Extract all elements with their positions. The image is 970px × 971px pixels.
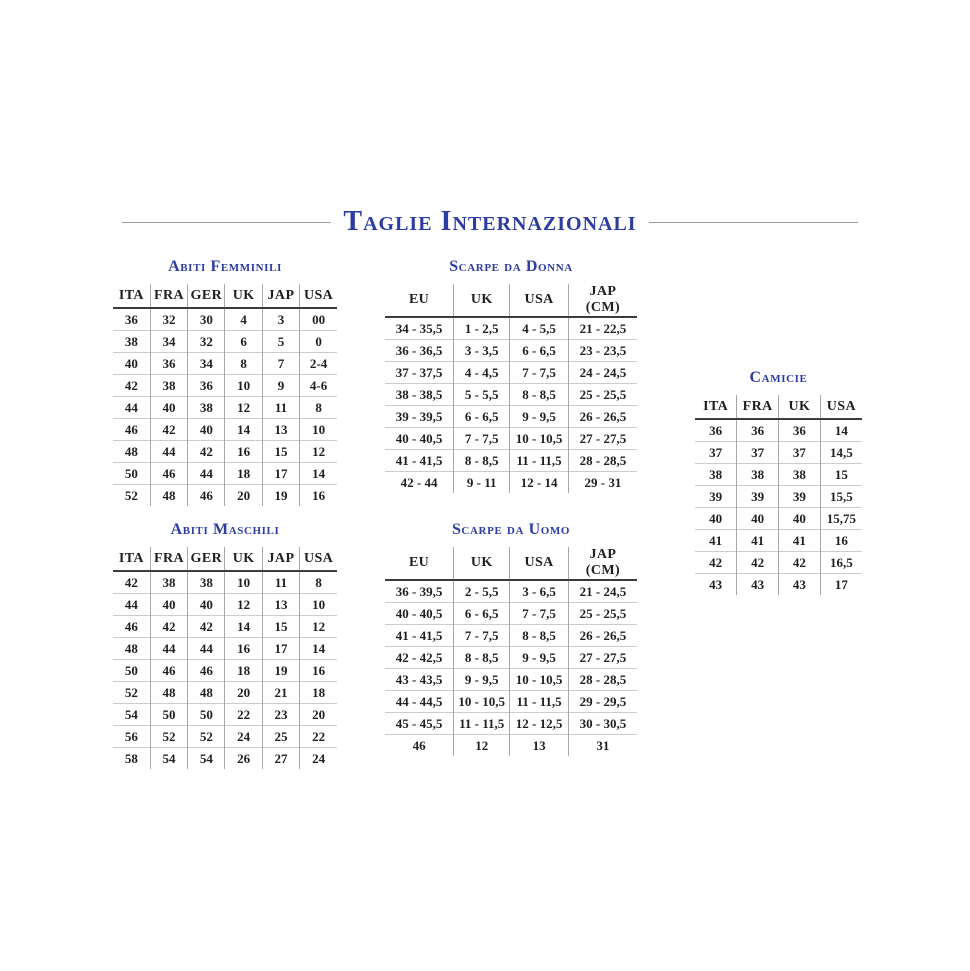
size-cell: 34 - 35,5 — [395, 320, 443, 336]
table-row — [385, 472, 637, 494]
size-cell: 27 - 27,5 — [568, 428, 637, 450]
size-cell: 10 — [300, 419, 337, 441]
size-cell: 37 — [695, 442, 737, 464]
size-cell: 15 — [262, 616, 299, 638]
table-row — [385, 340, 637, 362]
size-cell: 43 — [779, 574, 821, 596]
size-cell: 16 — [300, 485, 337, 507]
column-header: USA — [510, 284, 569, 317]
size-cell: 4 - 4,5 — [454, 362, 510, 384]
size-cell: 24 — [225, 726, 262, 748]
mens-shoes-size-table — [385, 547, 637, 756]
size-cell: 37 — [737, 442, 779, 464]
page-title: Taglie Internazionali — [343, 206, 637, 237]
size-cell: 14 — [225, 419, 262, 441]
size-cell: 30 - 30,5 — [568, 713, 637, 735]
size-cell: 9 - 9,5 — [510, 647, 569, 669]
column-header: GER — [188, 284, 225, 308]
size-cell: 36 - 39,5 — [395, 583, 443, 599]
size-cell: 4 — [225, 308, 262, 331]
size-cell: 32 — [188, 331, 225, 353]
section-heading-shirts: Camicie — [749, 369, 808, 386]
size-cell: 36 — [709, 422, 723, 438]
column-header: EU — [385, 547, 454, 580]
size-cell: 8 - 8,5 — [510, 384, 569, 406]
size-cell: 40 — [113, 353, 150, 375]
size-cell: 36 — [150, 353, 187, 375]
size-cell: 9 — [262, 375, 299, 397]
table-row — [385, 384, 637, 406]
table-row — [113, 638, 337, 660]
size-cell: 40 — [150, 397, 187, 419]
size-cell: 8 - 8,5 — [510, 625, 569, 647]
size-cell: 14 — [300, 638, 337, 660]
size-cell: 58 — [113, 748, 150, 770]
size-cell: 41 — [695, 530, 737, 552]
size-cell: 15,5 — [820, 486, 862, 508]
size-cell: 52 — [113, 485, 150, 507]
size-cell: 24 — [300, 748, 337, 770]
size-cell: 44 — [150, 441, 187, 463]
size-cell: 12 - 14 — [510, 472, 569, 494]
size-cell: 50 — [150, 704, 187, 726]
table-row — [385, 428, 637, 450]
size-cell: 8 — [300, 571, 337, 594]
size-cell: 42 — [779, 552, 821, 574]
size-cell: 31 — [568, 735, 637, 757]
column-header: GER — [188, 547, 225, 571]
column-header: UK — [225, 284, 262, 308]
table-row — [695, 419, 862, 442]
column-header: UK — [454, 547, 510, 580]
header-row — [385, 547, 637, 580]
size-cell: 10 - 10,5 — [510, 428, 569, 450]
table-row — [695, 530, 862, 552]
size-cell: 10 — [300, 594, 337, 616]
size-cell: 23 — [262, 704, 299, 726]
table-row — [113, 682, 337, 704]
size-cell: 38 — [779, 464, 821, 486]
column-header: USA — [510, 547, 569, 580]
size-cell: 39 — [779, 486, 821, 508]
header-row — [113, 284, 337, 308]
table-row — [113, 485, 337, 507]
size-cell: 44 — [188, 638, 225, 660]
table-row — [113, 748, 337, 770]
table-row — [385, 713, 637, 735]
size-cell: 42 — [150, 616, 187, 638]
size-cell: 40 — [188, 419, 225, 441]
size-cell: 11 - 11,5 — [454, 713, 510, 735]
size-cell: 12 - 12,5 — [510, 713, 569, 735]
size-cell: 14 — [225, 616, 262, 638]
column-header: EU — [385, 284, 454, 317]
size-cell: 3 - 6,5 — [510, 580, 569, 603]
size-cell: 42 — [695, 552, 737, 574]
size-cell: 4 - 5,5 — [510, 317, 569, 340]
header-row — [385, 284, 637, 317]
size-cell: 1 - 2,5 — [454, 317, 510, 340]
size-cell: 50 — [113, 463, 150, 485]
section-shirts — [695, 369, 862, 595]
size-cell: 38 — [737, 464, 779, 486]
size-cell: 27 — [262, 748, 299, 770]
table-row — [113, 660, 337, 682]
size-cell: 8 — [300, 397, 337, 419]
size-cell: 38 — [113, 331, 150, 353]
size-cell: 43 — [695, 574, 737, 596]
size-cell: 48 — [113, 638, 150, 660]
column-header: USA — [300, 284, 337, 308]
header-row — [113, 547, 337, 571]
size-cell: 14 — [820, 419, 862, 442]
size-cell: 25 - 25,5 — [568, 384, 637, 406]
size-cell: 13 — [510, 735, 569, 757]
size-cell: 9 - 11 — [454, 472, 510, 494]
size-cell: 50 — [113, 660, 150, 682]
column-header: JAP — [262, 547, 299, 571]
size-cell: 50 — [188, 704, 225, 726]
size-cell: 11 - 11,5 — [510, 450, 569, 472]
table-row — [385, 450, 637, 472]
table-row — [113, 308, 337, 331]
table-row — [385, 691, 637, 713]
size-cell: 25 - 25,5 — [568, 603, 637, 625]
table-row — [385, 625, 637, 647]
size-cell: 36 — [124, 311, 138, 327]
size-cell: 34 — [150, 331, 187, 353]
table-row — [113, 571, 337, 594]
size-cell: 52 — [188, 726, 225, 748]
table-row — [113, 353, 337, 375]
size-cell: 24 - 24,5 — [568, 362, 637, 384]
size-cell: 6 - 6,5 — [510, 340, 569, 362]
size-cell: 42 - 42,5 — [385, 647, 454, 669]
size-cell: 42 - 44 — [385, 472, 454, 494]
table-row — [695, 486, 862, 508]
size-cell: 0 — [300, 331, 337, 353]
size-cell: 48 — [188, 682, 225, 704]
size-cell: 7 - 7,5 — [454, 625, 510, 647]
table-row — [695, 464, 862, 486]
size-cell: 26 — [225, 748, 262, 770]
size-cell: 8 - 8,5 — [454, 647, 510, 669]
size-cell: 2-4 — [300, 353, 337, 375]
size-cell: 12 — [300, 616, 337, 638]
size-cell: 41 - 41,5 — [385, 625, 454, 647]
size-cell: 12 — [225, 397, 262, 419]
size-cell: 10 — [225, 375, 262, 397]
size-cell: 40 — [188, 594, 225, 616]
column-header: JAP (CM) — [568, 547, 637, 580]
column-header: ITA — [695, 395, 737, 419]
size-cell: 7 - 7,5 — [510, 603, 569, 625]
size-cell: 29 - 29,5 — [568, 691, 637, 713]
size-cell: 15,75 — [820, 508, 862, 530]
size-cell: 38 - 38,5 — [385, 384, 454, 406]
table-row — [385, 669, 637, 691]
size-cell: 34 — [188, 353, 225, 375]
table-row — [113, 375, 337, 397]
size-cell: 40 — [150, 594, 187, 616]
size-cell: 16 — [225, 441, 262, 463]
size-cell: 9 - 9,5 — [510, 406, 569, 428]
size-cell: 46 — [188, 660, 225, 682]
size-cell: 44 - 44,5 — [385, 691, 454, 713]
size-cell: 11 — [262, 571, 299, 594]
size-cell: 42 — [737, 552, 779, 574]
size-cell: 48 — [150, 485, 187, 507]
size-cell: 17 — [262, 638, 299, 660]
size-cell: 27 - 27,5 — [568, 647, 637, 669]
size-cell: 36 — [188, 375, 225, 397]
table-row — [385, 580, 637, 603]
shirts-size-table — [695, 395, 862, 595]
size-cell: 46 — [188, 485, 225, 507]
size-cell: 46 — [113, 419, 150, 441]
size-cell: 19 — [262, 660, 299, 682]
table-row — [695, 508, 862, 530]
size-cell: 32 — [150, 308, 187, 331]
table-row — [385, 603, 637, 625]
size-cell: 7 — [262, 353, 299, 375]
column-header: UK — [454, 284, 510, 317]
size-cell: 46 — [150, 463, 187, 485]
size-cell: 40 — [737, 508, 779, 530]
table-row — [113, 463, 337, 485]
size-cell: 13 — [262, 419, 299, 441]
size-cell: 41 — [737, 530, 779, 552]
section-heading-womens-clothing: Abiti Femminili — [168, 258, 282, 275]
size-cell: 46 — [385, 735, 454, 757]
size-cell: 20 — [300, 704, 337, 726]
size-cell: 17 — [820, 574, 862, 596]
column-header: JAP — [262, 284, 299, 308]
size-cell: 21 — [262, 682, 299, 704]
size-cell: 56 — [113, 726, 150, 748]
size-cell: 25 — [262, 726, 299, 748]
size-cell: 39 - 39,5 — [385, 406, 454, 428]
size-cell: 16 — [225, 638, 262, 660]
size-cell: 41 — [779, 530, 821, 552]
size-cell: 15 — [820, 464, 862, 486]
table-row — [695, 552, 862, 574]
table-row — [113, 397, 337, 419]
table-row — [113, 331, 337, 353]
size-cell: 36 - 36,5 — [385, 340, 454, 362]
size-cell: 28 - 28,5 — [568, 450, 637, 472]
size-cell: 3 - 3,5 — [454, 340, 510, 362]
size-cell: 39 — [695, 486, 737, 508]
size-cell: 48 — [150, 682, 187, 704]
size-cell: 14,5 — [820, 442, 862, 464]
table-row — [113, 441, 337, 463]
table-row — [113, 726, 337, 748]
size-cell: 7 - 7,5 — [510, 362, 569, 384]
size-cell: 12 — [300, 441, 337, 463]
size-cell: 36 — [737, 419, 779, 442]
size-cell: 38 — [188, 397, 225, 419]
size-cell: 44 — [150, 638, 187, 660]
column-header: ITA — [113, 284, 150, 308]
size-cell: 11 - 11,5 — [510, 691, 569, 713]
size-cell: 20 — [225, 485, 262, 507]
size-cell: 43 - 43,5 — [385, 669, 454, 691]
size-cell: 16 — [300, 660, 337, 682]
table-row — [385, 317, 637, 340]
column-header: FRA — [150, 547, 187, 571]
section-womens-clothing — [113, 258, 337, 506]
size-cell: 37 — [779, 442, 821, 464]
table-row — [385, 406, 637, 428]
size-cell: 40 — [779, 508, 821, 530]
size-cell: 4-6 — [300, 375, 337, 397]
size-cell: 40 - 40,5 — [385, 428, 454, 450]
title-rule-left — [122, 222, 331, 223]
size-cell: 38 — [150, 375, 187, 397]
size-cell: 13 — [262, 594, 299, 616]
size-cell: 54 — [113, 704, 150, 726]
size-cell: 6 - 6,5 — [454, 603, 510, 625]
size-cell: 15 — [262, 441, 299, 463]
table-row — [385, 647, 637, 669]
size-cell: 29 - 31 — [568, 472, 637, 494]
womens-shoes-size-table — [385, 284, 637, 493]
size-cell: 8 - 8,5 — [454, 450, 510, 472]
size-cell: 42 — [124, 574, 138, 590]
size-cell: 5 - 5,5 — [454, 384, 510, 406]
size-cell: 46 — [113, 616, 150, 638]
title-rule-right — [649, 222, 858, 223]
table-row — [385, 362, 637, 384]
size-cell: 26 - 26,5 — [568, 625, 637, 647]
size-cell: 21 - 24,5 — [568, 580, 637, 603]
size-cell: 48 — [113, 441, 150, 463]
size-cell: 45 - 45,5 — [385, 713, 454, 735]
table-row — [113, 704, 337, 726]
table-row — [385, 735, 637, 757]
size-cell: 00 — [300, 308, 337, 331]
section-mens-shoes — [385, 521, 637, 756]
size-cell: 5 — [262, 331, 299, 353]
table-row — [695, 442, 862, 464]
size-cell: 20 — [225, 682, 262, 704]
size-cell: 54 — [150, 748, 187, 770]
section-heading-womens-shoes: Scarpe da Donna — [449, 258, 573, 275]
size-cell: 17 — [262, 463, 299, 485]
size-cell: 54 — [188, 748, 225, 770]
size-cell: 39 — [737, 486, 779, 508]
size-cell: 23 - 23,5 — [568, 340, 637, 362]
size-cell: 18 — [225, 660, 262, 682]
size-cell: 18 — [225, 463, 262, 485]
size-cell: 19 — [262, 485, 299, 507]
column-header: ITA — [113, 547, 150, 571]
table-row — [113, 594, 337, 616]
size-cell: 10 — [225, 571, 262, 594]
size-cell: 16 — [820, 530, 862, 552]
size-cell: 40 — [695, 508, 737, 530]
size-cell: 38 — [188, 571, 225, 594]
size-cell: 42 — [188, 441, 225, 463]
size-cell: 28 - 28,5 — [568, 669, 637, 691]
column-header: FRA — [150, 284, 187, 308]
size-cell: 3 — [262, 308, 299, 331]
column-header: USA — [820, 395, 862, 419]
size-cell: 26 - 26,5 — [568, 406, 637, 428]
size-cell: 38 — [695, 464, 737, 486]
table-row — [695, 574, 862, 596]
size-cell: 42 — [113, 375, 150, 397]
size-cell: 10 - 10,5 — [510, 669, 569, 691]
section-mens-clothing — [113, 521, 337, 769]
page-title-row — [122, 206, 858, 238]
size-cell: 8 — [225, 353, 262, 375]
size-cell: 30 — [188, 308, 225, 331]
size-cell: 16,5 — [820, 552, 862, 574]
size-cell: 9 - 9,5 — [454, 669, 510, 691]
header-row — [695, 395, 862, 419]
size-cell: 22 — [300, 726, 337, 748]
column-header: UK — [779, 395, 821, 419]
size-cell: 42 — [150, 419, 187, 441]
size-cell: 42 — [188, 616, 225, 638]
size-cell: 36 — [779, 419, 821, 442]
column-header: UK — [225, 547, 262, 571]
size-cell: 37 - 37,5 — [385, 362, 454, 384]
size-cell: 18 — [300, 682, 337, 704]
womens-clothing-size-table — [113, 284, 337, 506]
size-cell: 11 — [262, 397, 299, 419]
mens-clothing-size-table — [113, 547, 337, 769]
size-cell: 12 — [225, 594, 262, 616]
size-cell: 44 — [113, 397, 150, 419]
size-cell: 22 — [225, 704, 262, 726]
column-header: USA — [300, 547, 337, 571]
size-cell: 41 - 41,5 — [385, 450, 454, 472]
table-row — [113, 616, 337, 638]
size-cell: 43 — [737, 574, 779, 596]
size-cell: 6 — [225, 331, 262, 353]
size-cell: 52 — [150, 726, 187, 748]
size-cell: 46 — [150, 660, 187, 682]
column-header: JAP (CM) — [568, 284, 637, 317]
section-heading-mens-shoes: Scarpe da Uomo — [451, 521, 571, 538]
size-cell: 44 — [113, 594, 150, 616]
size-cell: 40 - 40,5 — [385, 603, 454, 625]
size-cell: 6 - 6,5 — [454, 406, 510, 428]
size-cell: 38 — [150, 571, 187, 594]
size-cell: 52 — [113, 682, 150, 704]
size-cell: 21 - 22,5 — [568, 317, 637, 340]
size-cell: 14 — [300, 463, 337, 485]
size-cell: 44 — [188, 463, 225, 485]
section-heading-mens-clothing: Abiti Maschili — [170, 521, 280, 538]
size-cell: 7 - 7,5 — [454, 428, 510, 450]
size-cell: 2 - 5,5 — [454, 580, 510, 603]
section-womens-shoes — [385, 258, 637, 493]
size-cell: 10 - 10,5 — [454, 691, 510, 713]
table-row — [113, 419, 337, 441]
size-cell: 12 — [454, 735, 510, 757]
column-header: FRA — [737, 395, 779, 419]
